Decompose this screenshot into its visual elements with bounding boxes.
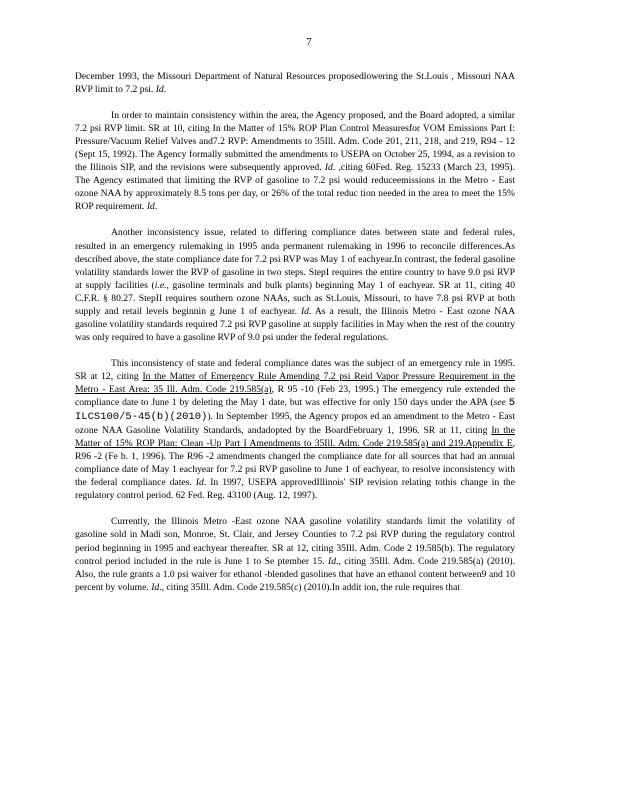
paragraph-4 (75, 357, 515, 503)
statute-reference: 5 ILCS100/5-45(b)(2010) (75, 397, 516, 424)
paragraph-5 (75, 515, 515, 593)
text-run: Currently, the Illinois Metro -East ozone NAA gasoline volatility standards limit the volatility of gasoline sold in Madi son, Monroe, St. Clair, and Jersey Counties to 7.2 psi RVP during the regulatory control period beginning in 1995 and eachyear thereafter. SR at 12, citing 35Ill. Adm. Code 2 19.585(b). The regulatory control period included in the rule is June 1 to Se ptember 15. (75, 516, 515, 567)
text-run: . As a result, the Illinois Metro - East ozone NAA gasoline volatility standards required 7.2 psi RVP gasoline at supply facilities in May when the rest of the country was only required to have a gasoline RVP of 9.0 psi under the federal regulations. (75, 305, 515, 343)
italic-text: Id (328, 555, 336, 567)
italic-text: Id (155, 84, 164, 96)
text-run: ). In September 1995, the Agency propos ed an amendment to the Metro - East ozone NAA Gasoline Volatility Standards, andadopted by the BoardFebruary 1, 1996. SR at 11, citing (75, 411, 515, 437)
text-run: , R96 -2 (Fe b. 1, 1996). The R96 -2 amendments changed the compliance date for all sources that had an annual compliance date of May 1 eachyear for 7.2 psi RVP gasoline to June 1 of eachyear, to resolve inconsistency with the federal compliance dates. (75, 438, 515, 489)
italic-text: Id (146, 201, 155, 213)
paragraph-3 (75, 226, 515, 343)
italic-text: i.e., (154, 279, 169, 291)
page-number: 7 (306, 36, 312, 48)
document-body (75, 70, 515, 607)
text-run: . ,citing 60Fed. Reg. 15233 (March 23, 1995). The Agency estimated that limiting the RVP of gasoline to 7.2 psi would reduceemissions in the Metro - East ozone NAA by approximately 8.5 tons per day, or 26% of the total reduc tion needed in the area to meet the 15% ROP requirement. (75, 162, 515, 213)
text-run: gasoline terminals and bulk plants) beginning May 1 of eachyear. SR at 11, citing 40 C.F.R. § 80.27. StepII requires southern ozone NAAs, such as St.Louis, Missouri, to have 7.8 psi RVP at both supply and retail levels beginnin g June 1 of eachyear. (75, 279, 515, 317)
case-citation: In the Matter of Emergency Rule Amending 7.2 psi Reid Vapor Pressure Requirement in the Metro - East Area: 35 Ill. Adm. Code 219.585(a) (75, 370, 515, 395)
text-run: . In 1997, USEPA approvedIllinois' SIP revision relating tothis change in the regulatory control period. 62 Fed. Reg. 43100 (Aug. 12, 1997). (75, 477, 515, 502)
text-run: ., citing 35Ill. Adm. Code 219.585(c) (2010).In addit ion, the rule requires that (159, 581, 461, 593)
text-run: ., citing 35Ill. Adm. Code 219.585(a) (2010). Also, the rule grants a 1.0 psi waiver for ethanol -blended gasolines that have an ethanol content between9 and 10 percent by volume. (75, 555, 515, 593)
italic-text: Id (300, 305, 309, 317)
paragraph-2 (75, 109, 515, 213)
text-run: . (154, 201, 158, 213)
text-run: December 1993, the Missouri Department of Natural Resources proposedlowering the St.Louis , Missouri NAA RVP limit to 7.2 psi. (75, 71, 515, 96)
italic-text: Id (195, 477, 204, 489)
italic-text: Id (151, 581, 160, 593)
text-run: . (163, 84, 167, 96)
paragraph-1 (75, 70, 515, 96)
case-citation: In the Matter of 15% ROP Plan: Clean -Up Part I Amendments to 35Ill. Adm. Code 219.585(a) and 219.Appendix E (75, 425, 515, 450)
text-run: Another inconsistency issue, related to differing compliance dates between state and federal rules, resulted in an emergency rulemaking in 1995 anda permanent rulemaking in 1996 to reconcile differences.As described above, the state compliance date for 7.2 psi RVP was May 1 of eachyear.In contrast, the federal gasoline volatility standards lower the RVP of gasoline in two steps. StepI requires the entire country to have 9.0 psi RVP at supply facilities ( (75, 227, 515, 291)
italic-text: see (493, 397, 506, 409)
text-run: This inconsistency of state and federal compliance dates was the subject of an emergency rule in 1995. SR at 12, citing (75, 357, 515, 382)
text-run: , R 95 -10 (Feb 23, 1995.) The emergency rule extended the compliance date to June 1 by deleting the May 1 date, but was effective for only 150 days under the APA ( (75, 383, 515, 409)
text-run: In order to maintain consistency within the area, the Agency proposed, and the Board adopted, a similar 7.2 psi RVP limit. SR at 10, citing In the Matter of 15% ROP Plan Control Measuresfor VOM Emissions Part I: Pressure/Vacuum Relief Valves and7.2 RVP: Amendments to 35Ill. Adm. Code 201, 211, 218, and 219, R94 - 12 (Sept 15, 1992). The Agency formally submitted the amendments to USEPA on October 25, 1994, as a revision to the Illinois SIP, and the revisions were subsequently approved. (75, 110, 515, 174)
italic-text: Id (324, 162, 333, 174)
